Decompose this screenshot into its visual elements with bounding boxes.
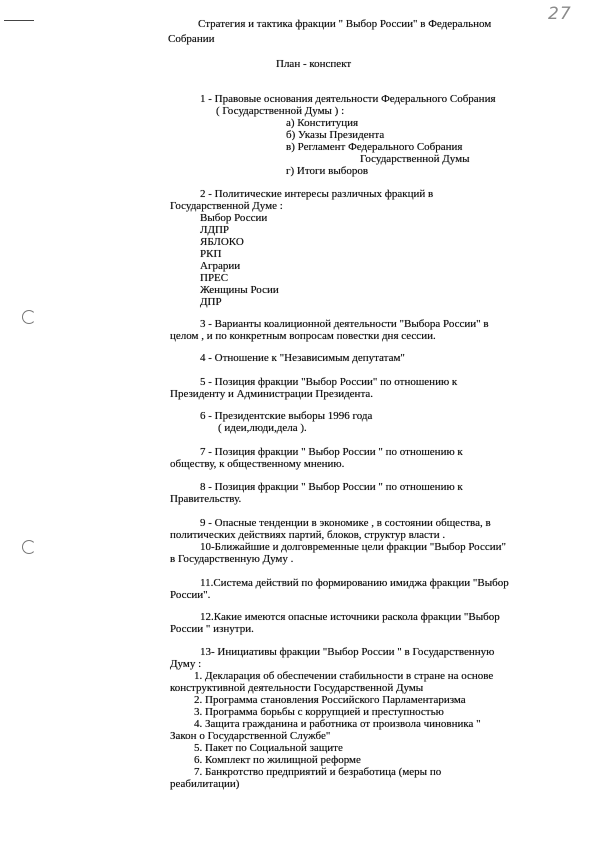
section-6-heading: 6 - Президентские выборы 1996 года — [200, 410, 373, 422]
scan-mark-dash — [4, 20, 34, 21]
section-7-heading-continued: обществу, к общественному мнению. — [170, 458, 345, 470]
document-subtitle: План - конспект — [276, 58, 352, 70]
section-1-heading-continued: ( Государственной Думы ) : — [216, 105, 345, 117]
section-4-heading: 4 - Отношение к "Независимым депутатам" — [200, 352, 405, 364]
punch-hole-mark — [22, 310, 36, 324]
faction-list-item: РКП — [200, 248, 222, 260]
section-8-heading-continued: Правительству. — [170, 493, 242, 505]
faction-list-item: Аграрии — [200, 260, 241, 272]
section-13-heading: 13- Инициативы фракции "Выбор России " в Государственную — [200, 646, 495, 658]
document-title-continued: Собрании — [168, 33, 215, 45]
faction-list-item: ЛДПР — [200, 224, 230, 236]
section-1-item-continued: Государственной Думы — [360, 153, 470, 165]
section-6-heading-continued: ( идеи,люди,дела ). — [218, 422, 307, 434]
page-number: 27 — [548, 4, 572, 24]
section-1-item: в) Регламент Федерального Собрания — [286, 141, 463, 153]
section-1-heading: 1 - Правовые основания деятельности Федерального Собрания — [200, 93, 496, 105]
section-1-item: а) Конституция — [286, 117, 359, 129]
section-5-heading: 5 - Позиция фракции "Выбор России" по отношению к — [200, 376, 458, 388]
initiative-item: 3. Программа борьбы с коррупцией и преступностью — [194, 706, 444, 718]
initiative-item: 1. Декларация об обеспечении стабильности в стране на основе — [194, 670, 494, 682]
section-3-heading-continued: целом , и по конкретным вопросам повестки дня сессии. — [170, 330, 436, 342]
section-7-heading: 7 - Позиция фракции " Выбор России " по отношению к — [200, 446, 463, 458]
section-1-item: г) Итоги выборов — [286, 165, 369, 177]
section-2-heading: 2 - Политические интересы различных фракций в — [200, 188, 434, 200]
faction-list-item: ЯБЛОКО — [200, 236, 244, 248]
initiative-item: 4. Защита гражданина и работника от произвола чиновника " — [194, 718, 481, 730]
section-11-heading: 11.Система действий по формированию имиджа фракции "Выбор — [200, 577, 509, 589]
section-12-heading-continued: России " изнутри. — [170, 623, 254, 635]
initiative-item-continued: конструктивной деятельности Государственной Думы — [170, 682, 424, 694]
initiative-item-continued: Закон о Государственной Службе" — [170, 730, 331, 742]
section-9-heading: 9 - Опасные тенденции в экономике , в состоянии общества, в — [200, 517, 491, 529]
faction-list-item: Выбор России — [200, 212, 268, 224]
punch-hole-mark — [22, 540, 36, 554]
initiative-item: 7. Банкротство предприятий и безработица (меры по — [194, 766, 442, 778]
section-5-heading-continued: Президенту и Администрации Президента. — [170, 388, 374, 400]
section-13-heading-continued: Думу : — [170, 658, 202, 670]
section-2-heading-continued: Государственной Думе : — [170, 200, 283, 212]
section-9-heading-continued: политических действиях партий, блоков, структур власти . — [170, 529, 446, 541]
faction-list-item: Женщины Росии — [200, 284, 279, 296]
document-title: Стратегия и тактика фракции " Выбор России" в Федеральном — [198, 18, 492, 30]
section-1-item: б) Указы Президента — [286, 129, 385, 141]
section-12-heading: 12.Какие имеются опасные источники раскола фракции "Выбор — [200, 611, 500, 623]
section-10-heading-continued: в Государственную Думу . — [170, 553, 294, 565]
initiative-item: 2. Программа становления Российского Парламентаризма — [194, 694, 466, 706]
faction-list-item: ПРЕС — [200, 272, 229, 284]
initiative-item-continued: реабилитации) — [170, 778, 240, 790]
section-3-heading: 3 - Варианты коалиционной деятельности "Выбора России" в — [200, 318, 489, 330]
initiative-item: 5. Пакет по Социальной защите — [194, 742, 343, 754]
section-11-heading-continued: России". — [170, 589, 211, 601]
section-10-heading: 10-Ближайшие и долговременные цели фракции "Выбор России" — [200, 541, 506, 553]
initiative-item: 6. Комплект по жилищной реформе — [194, 754, 361, 766]
faction-list-item: ДПР — [200, 296, 222, 308]
section-8-heading: 8 - Позиция фракции " Выбор России " по отношению к — [200, 481, 463, 493]
